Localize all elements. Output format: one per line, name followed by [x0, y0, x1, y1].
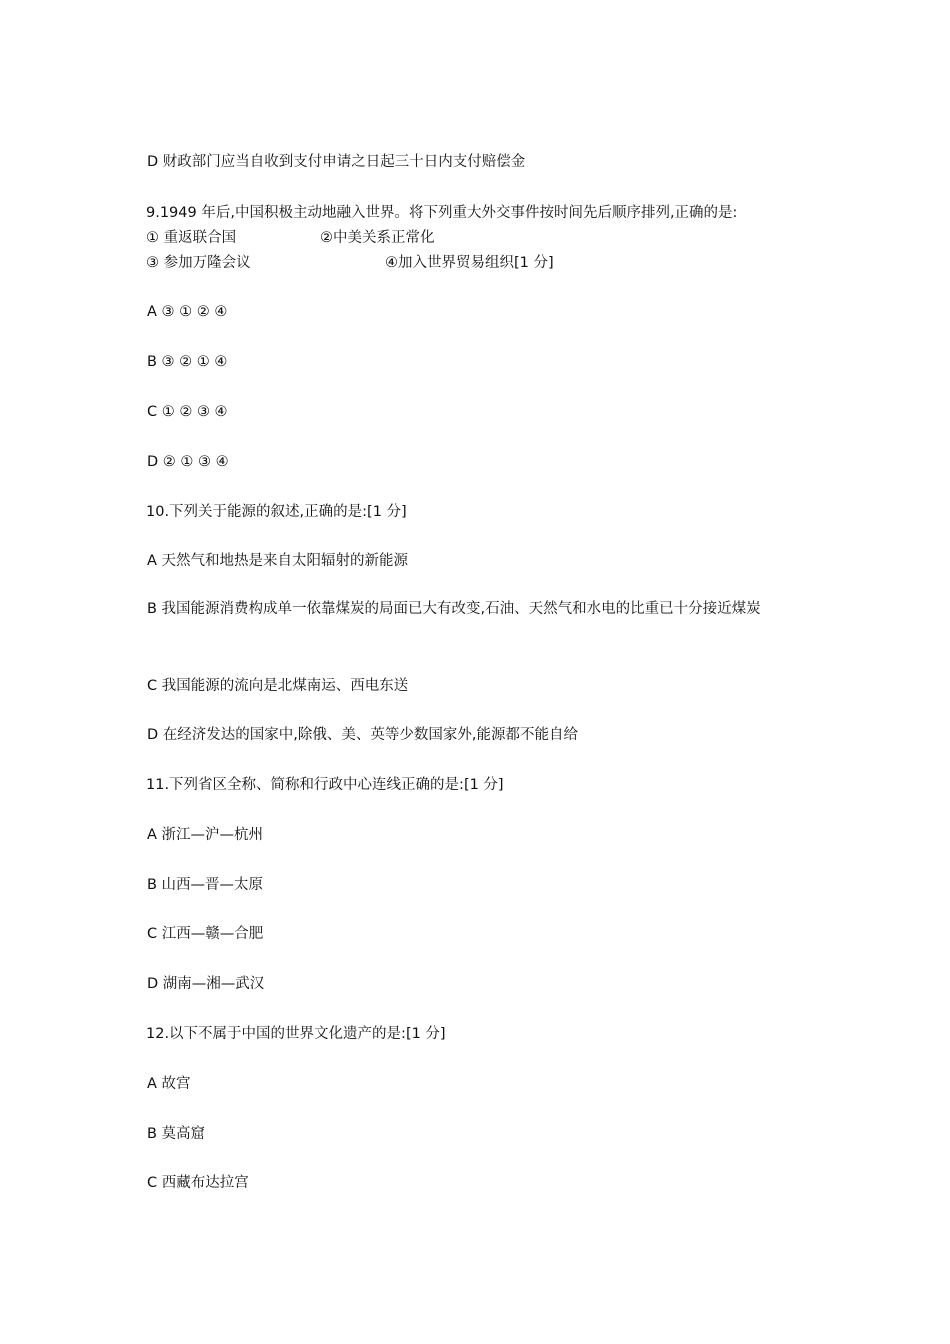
question-9-option-c: C ① ② ③ ④ — [147, 404, 228, 420]
question-9-item-3: ③ 参加万隆会议 — [146, 255, 251, 271]
question-11-option-b: B 山西—晋—太原 — [147, 877, 264, 893]
question-9-option-b: B ③ ② ① ④ — [147, 354, 228, 370]
question-9-option-d: D ② ① ③ ④ — [147, 454, 229, 470]
question-12-stem: 12.以下不属于中国的世界文化遗产的是:[1 分] — [146, 1026, 446, 1042]
question-10-option-b: B 我国能源消费构成单一依靠煤炭的局面已大有改变,石油、天然气和水电的比重已十分接近煤炭 — [147, 601, 761, 617]
question-10-option-c: C 我国能源的流向是北煤南运、西电东送 — [147, 678, 409, 694]
question-10-stem: 10.下列关于能源的叙述,正确的是:[1 分] — [146, 504, 407, 520]
question-9-item-4: ④加入世界贸易组织[1 分] — [385, 255, 554, 271]
question-9-stem: 9.1949 年后,中国积极主动地融入世界。将下列重大外交事件按时间先后顺序排列,正确的是: — [146, 205, 738, 221]
question-12-option-a: A 故宫 — [147, 1076, 191, 1092]
question-11-option-d: D 湖南—湘—武汉 — [147, 976, 265, 992]
question-9-option-a: A ③ ① ② ④ — [147, 304, 228, 320]
question-11-stem: 11.下列省区全称、简称和行政中心连线正确的是:[1 分] — [146, 777, 504, 793]
question-10-option-d: D 在经济发达的国家中,除俄、美、英等少数国家外,能源都不能自给 — [147, 727, 578, 743]
question-10-option-a: A 天然气和地热是来自太阳辐射的新能源 — [147, 553, 409, 569]
question-9-item-2: ②中美关系正常化 — [320, 230, 435, 246]
prev-question-option-d: D 财政部门应当自收到支付申请之日起三十日内支付赔偿金 — [147, 154, 526, 170]
question-11-option-a: A 浙江—沪—杭州 — [147, 827, 264, 843]
question-12-option-b: B 莫高窟 — [147, 1126, 206, 1142]
question-9-item-1: ① 重返联合国 — [146, 230, 237, 246]
question-11-option-c: C 江西—赣—合肥 — [147, 926, 264, 942]
question-12-option-c: C 西藏布达拉宫 — [147, 1175, 249, 1191]
